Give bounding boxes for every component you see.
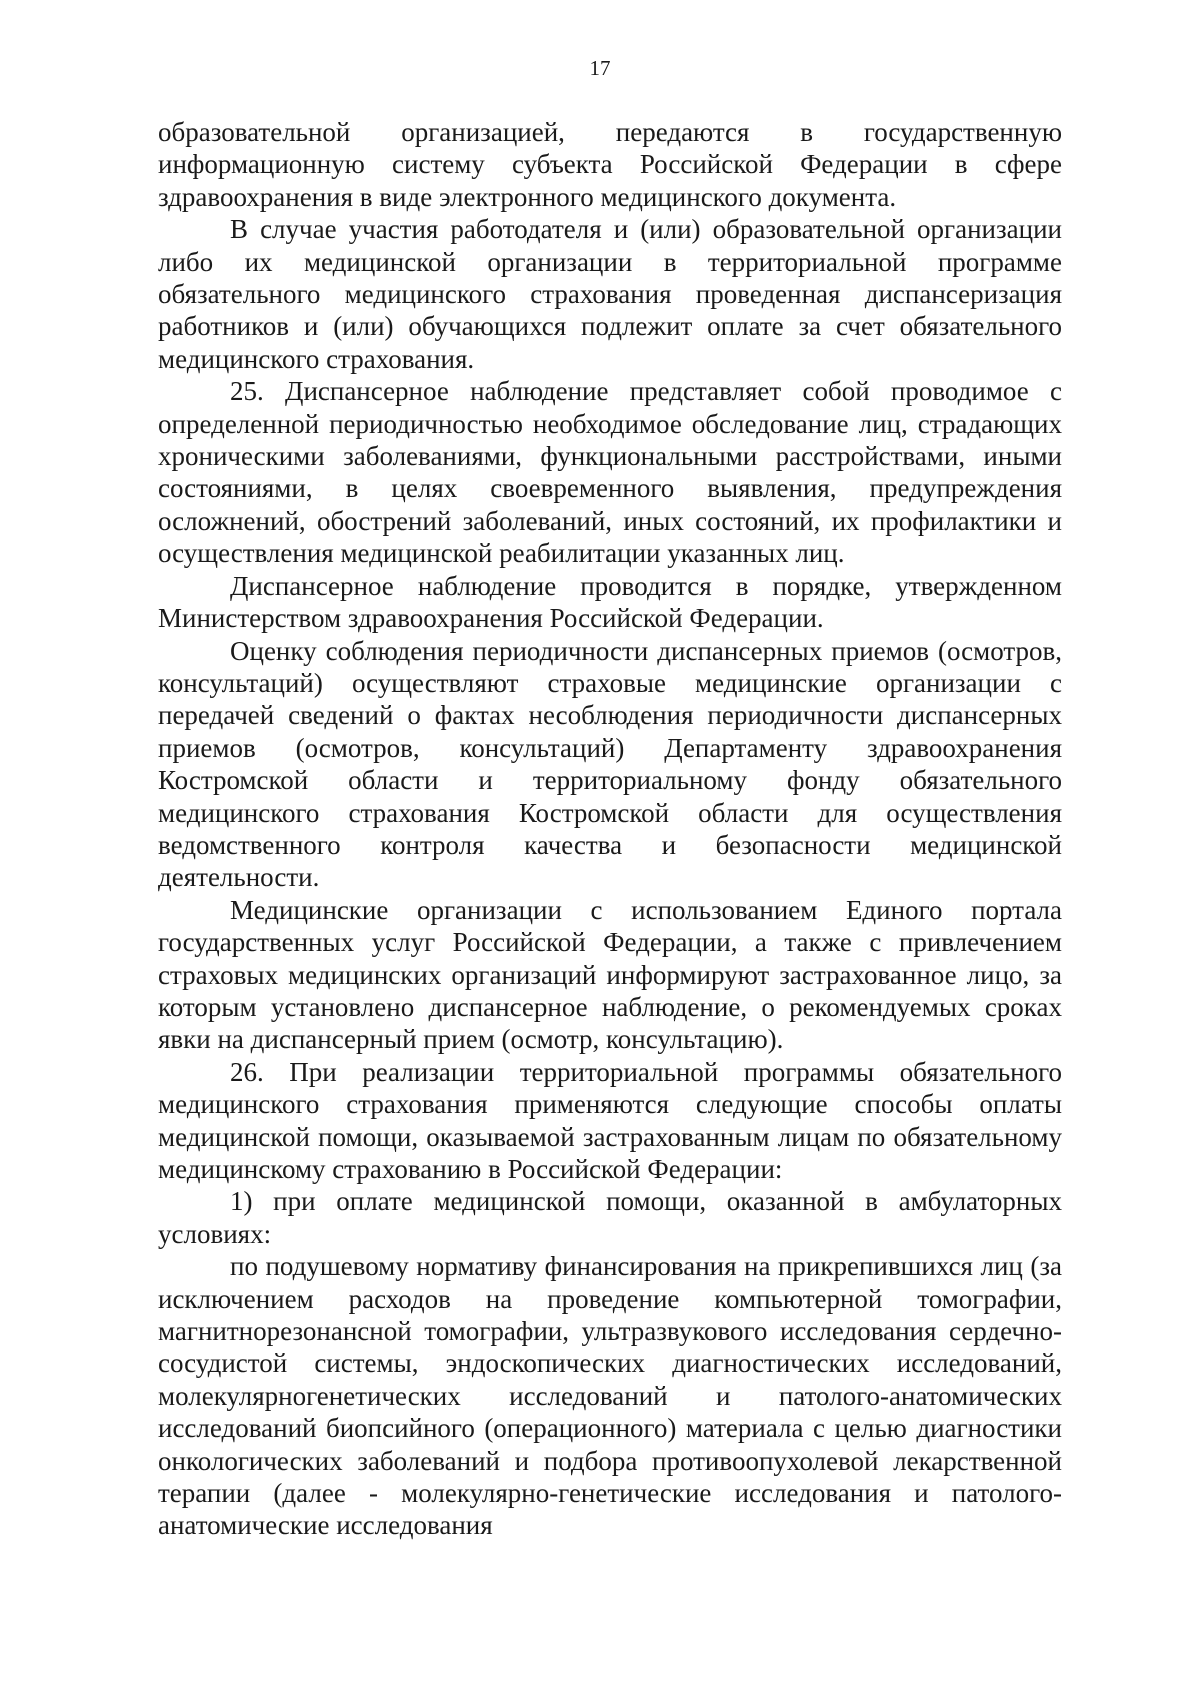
paragraph-periodicity-assessment: Оценку соблюдения периодичности диспансерных приемов (осмотров, консультаций) осуществляют страховые медицинские организации с передачей сведений о фактах несоблюдения периодичности диспансерных приемов (осмотров, консультаций) Департаменту здравоохранения Костромской области и территориальному фонду обязательного медицинского страхования Костромской области для осуществления ведомственного контроля качества и безопасности медицинской деятельности. [158,635,1062,893]
paragraph-continuation: образовательной организацией, передаются в государственную информационную систему субъекта Российской Федерации в сфере здравоохранения в виде электронного медицинского документа. [158,117,1062,212]
body-text [158,116,1062,1542]
paragraph-portal-informing: Медицинские организации с использованием Единого портала государственных услуг Российской Федерации, а также с привлечением страховых медицинских организаций информируют застрахованное лицо, за которым установлено диспансерное наблюдение, о рекомендуемых сроках явки на диспансерный прием (осмотр, консультацию). [158,894,1062,1055]
paragraph-observation-order: Диспансерное наблюдение проводится в порядке, утвержденном Министерством здравоохранения Российской Федерации. [158,570,1062,634]
paragraph-item-26: 26. При реализации территориальной программы обязательного медицинского страхования применяются следующие способы оплаты медицинской помощи, оказываемой застрахованным лицам по обязательному медицинскому страхованию в Российской Федерации: [158,1056,1062,1184]
paragraph-employer-participation: В случае участия работодателя и (или) образовательной организации либо их медицинской организации в территориальной программе обязательного медицинского страхования проведенная диспансеризация работников и (или) обучающихся подлежит оплате за счет обязательного медицинского страхования. [158,214,1062,374]
page-number: 17 [589,56,611,80]
paragraph-item-25: 25. Диспансерное наблюдение представляет собой проводимое с определенной периодичностью необходимое обследование лиц, страдающих хроническими заболеваниями, функциональными расстройствами, иными состояниями, в целях своевременного выявления, предупреждения осложнений, обострений заболеваний, иных состояний, их профилактики и осуществления медицинской реабилитации указанных лиц. [158,376,1062,569]
paragraph-per-capita-norm: по подушевому нормативу финансирования на прикрепившихся лиц (за исключением расходов на проведение компьютерной томографии, магнитнорезонансной томографии, ультразвукового исследования сердечно-сосудистой системы, эндоскопических диагностических исследований, молекулярногенетических исследований и патолого-анатомических исследований биопсийного (операционного) материала с целью диагностики онкологических заболеваний и подбора противоопухолевой лекарственной терапии (далее - молекулярно-генетические исследования и патолого-анатомические исследования [158,1251,1062,1541]
paragraph-subitem-1: 1) при оплате медицинской помощи, оказанной в амбулаторных условиях: [158,1186,1062,1249]
